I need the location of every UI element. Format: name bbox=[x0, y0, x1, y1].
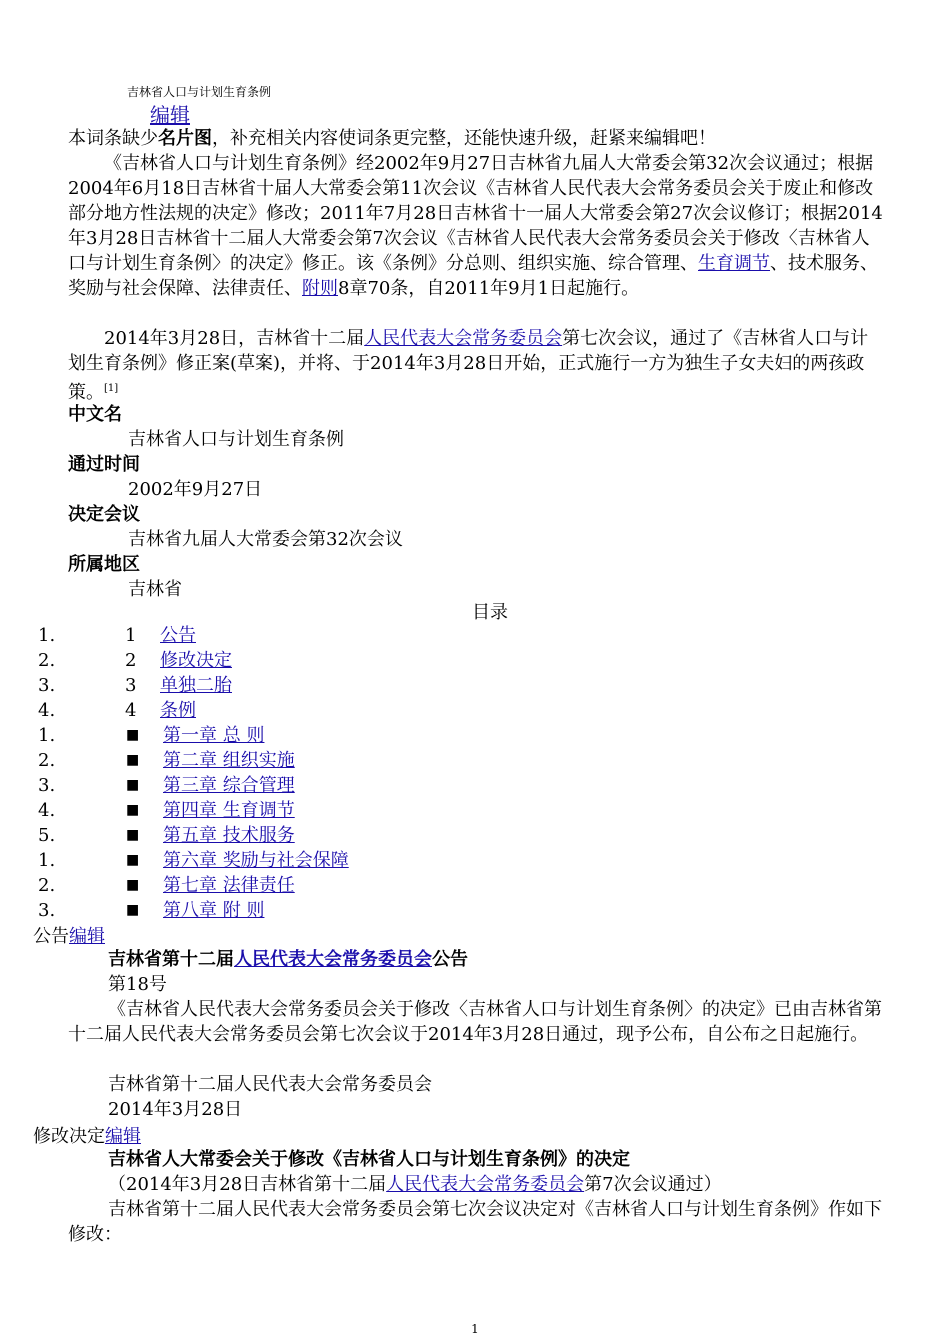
link-standing-committee[interactable]: 人民代表大会常务委员会 bbox=[364, 328, 563, 349]
bullet-square-icon: ■ bbox=[126, 852, 140, 868]
toc-subitem: 1. ■ 第六章 奖励与社会保障 bbox=[38, 850, 349, 871]
toc-subitem: 4. ■ 第四章 生育调节 bbox=[38, 800, 295, 821]
toc-subitem: 5. ■ 第五章 技术服务 bbox=[38, 825, 295, 846]
announcement-body: 《吉林省人民代表大会常务委员会关于修改〈吉林省人口与计划生育条例〉的决定》已由吉林省第十二届人民代表大会常务委员会第七次会议于2014年3月28日通过，现予公布，自公布之日起施行。 bbox=[68, 999, 882, 1045]
intro-paragraph-1: 《吉林省人口与计划生育条例》经2002年9月27日吉林省九届人大常委会第32次会议通过；根据2004年6月18日吉林省十届人大常委会第11次会议《吉林省人民代表大会常务委员会关于废止和修改部分地方性法规的决定》修改；2011年7月28日吉林省十一届人大常委会第27次会议修订；根据2014年3月28日吉林省十二届人大常委会第7次会议《吉林省人民代表大会常务委员会关于修改〈吉林省人口与计划生育条例〉的决定》修正。该《条例》分总则、组织实施、综合管理、生育调节、技术服务、奖励与社会保障、法律责任、附则8章70条，自2011年9月1日起施行。 bbox=[68, 153, 883, 299]
page-number: 1 bbox=[471, 1322, 479, 1336]
bullet-square-icon: ■ bbox=[126, 827, 140, 843]
link-standing-committee[interactable]: 人民代表大会常务委员会 bbox=[386, 1174, 585, 1195]
decision-body: 吉林省第十二届人民代表大会常务委员会第七次会议决定对《吉林省人口与计划生育条例》作如下修改： bbox=[68, 1199, 882, 1245]
info-label-region: 所属地区 bbox=[68, 554, 140, 575]
toc-link-chapter-4[interactable]: 第四章 生育调节 bbox=[163, 800, 295, 821]
toc-item: 2. 2 修改决定 bbox=[38, 650, 232, 671]
edit-announcement-link[interactable]: 编辑 bbox=[69, 926, 105, 947]
info-label-meeting: 决定会议 bbox=[68, 504, 140, 525]
link-standing-committee[interactable]: 人民代表大会常务委员会 bbox=[234, 949, 432, 970]
toc-item: 3. 3 单独二胎 bbox=[38, 675, 232, 696]
toc-link-chapter-8[interactable]: 第八章 附 则 bbox=[163, 900, 265, 921]
toc-subitem: 2. ■ 第二章 组织实施 bbox=[38, 750, 295, 771]
toc-subitem: 3. ■ 第三章 综合管理 bbox=[38, 775, 295, 796]
decision-title: 吉林省人大常委会关于修改《吉林省人口与计划生育条例》的决定 bbox=[108, 1149, 630, 1170]
reference-marker[interactable]: [1] bbox=[104, 383, 119, 394]
toc-title: 目录 bbox=[472, 602, 508, 623]
toc-item: 4. 4 条例 bbox=[38, 700, 196, 721]
bullet-square-icon: ■ bbox=[126, 752, 140, 768]
toc-link-chapter-6[interactable]: 第六章 奖励与社会保障 bbox=[163, 850, 349, 871]
intro-paragraph-2: 2014年3月28日，吉林省十二届人民代表大会常务委员会第七次会议，通过了《吉林省人口与计划生育条例》修正案(草案)，并将、于2014年3月28日开始，正式施行一方为独生子女夫妇的两孩政策。[1] bbox=[68, 328, 869, 403]
info-label-chinese-name: 中文名 bbox=[68, 404, 122, 425]
link-supplementary-provisions[interactable]: 附则 bbox=[302, 278, 338, 299]
section-heading-announcement: 公告编辑 bbox=[33, 926, 105, 947]
section-heading-amendment: 修改决定编辑 bbox=[33, 1126, 141, 1147]
bullet-square-icon: ■ bbox=[126, 877, 140, 893]
info-value-region: 吉林省 bbox=[128, 579, 182, 600]
decision-subtitle: （2014年3月28日吉林省第十二届人民代表大会常务委员会第7次会议通过） bbox=[108, 1174, 722, 1195]
info-value-chinese-name: 吉林省人口与计划生育条例 bbox=[128, 429, 344, 450]
toc-link-chapter-2[interactable]: 第二章 组织实施 bbox=[163, 750, 295, 771]
info-value-passed-date: 2002年9月27日 bbox=[128, 479, 263, 500]
missing-image-notice: 本词条缺少名片图，补充相关内容使词条更完整，还能快速升级，赶紧来编辑吧！ bbox=[68, 128, 716, 149]
toc-link-chapter-3[interactable]: 第三章 综合管理 bbox=[163, 775, 295, 796]
toc-link-amendment[interactable]: 修改决定 bbox=[160, 650, 232, 671]
announcement-title: 吉林省第十二届人民代表大会常务委员会公告 bbox=[108, 949, 468, 970]
link-birth-regulation[interactable]: 生育调节 bbox=[698, 253, 770, 274]
toc-link-chapter-7[interactable]: 第七章 法律责任 bbox=[163, 875, 295, 896]
toc-link-second-child[interactable]: 单独二胎 bbox=[160, 675, 232, 696]
toc-item: 1. 1 公告 bbox=[38, 625, 196, 646]
edit-link[interactable]: 编辑 bbox=[150, 103, 190, 127]
announcement-signature: 吉林省第十二届人民代表大会常务委员会 bbox=[108, 1074, 432, 1095]
bullet-square-icon: ■ bbox=[126, 777, 140, 793]
info-label-passed-date: 通过时间 bbox=[68, 454, 140, 475]
toc-subitem: 1. ■ 第一章 总 则 bbox=[38, 725, 265, 746]
bullet-square-icon: ■ bbox=[126, 902, 140, 918]
bullet-square-icon: ■ bbox=[126, 727, 140, 743]
toc-link-chapter-5[interactable]: 第五章 技术服务 bbox=[163, 825, 295, 846]
toc-link-chapter-1[interactable]: 第一章 总 则 bbox=[163, 725, 265, 746]
bullet-square-icon: ■ bbox=[126, 802, 140, 818]
toc-subitem: 2. ■ 第七章 法律责任 bbox=[38, 875, 295, 896]
announcement-number: 第18号 bbox=[108, 974, 167, 995]
toc-link-announcement[interactable]: 公告 bbox=[160, 625, 196, 646]
document-header-title: 吉林省人口与计划生育条例 bbox=[127, 85, 272, 99]
toc-subitem: 3. ■ 第八章 附 则 bbox=[38, 900, 265, 921]
toc-link-regulations[interactable]: 条例 bbox=[160, 700, 196, 721]
info-value-meeting: 吉林省九届人大常委会第32次会议 bbox=[128, 529, 403, 550]
announcement-date: 2014年3月28日 bbox=[108, 1099, 243, 1120]
edit-amendment-link[interactable]: 编辑 bbox=[105, 1126, 141, 1147]
